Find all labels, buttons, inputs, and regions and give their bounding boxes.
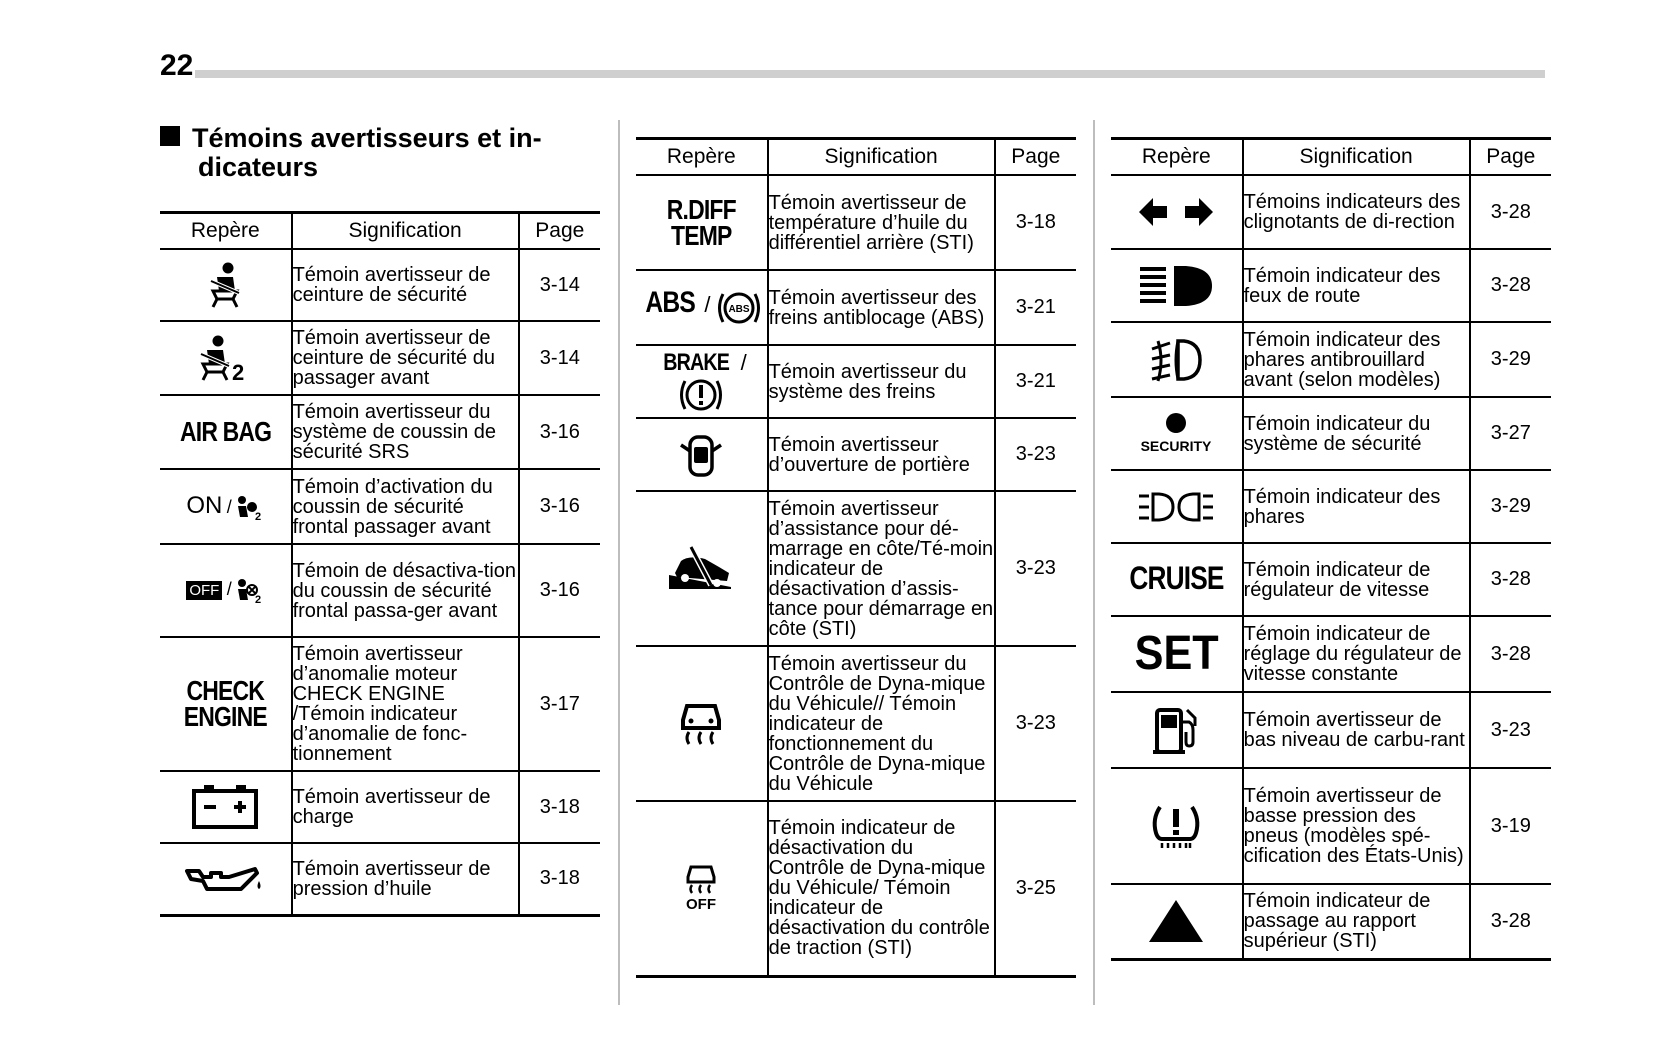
- check-label: CHECK: [186, 675, 265, 706]
- row-page: 3-23: [995, 491, 1076, 646]
- table-row: [1111, 175, 1551, 249]
- header-meaning: Signification: [1243, 139, 1470, 176]
- row-description: Témoin indicateur de régulateur de vitesse: [1243, 543, 1470, 616]
- airbag-on-icon: [160, 469, 292, 544]
- row-description: Témoin avertisseur de bas niveau de carbu-rant: [1243, 692, 1470, 768]
- engine-label: ENGINE: [183, 701, 267, 732]
- row-page: 3-23: [1470, 692, 1551, 768]
- row-page: 3-14: [519, 321, 600, 395]
- row-description: Témoin avertisseur d’anomalie moteur CHECK ENGINE /Témoin indicateur d’anomalie de fonc-tionnement: [292, 637, 519, 771]
- row-description: Témoins indicateurs des clignotants de di-rection: [1243, 175, 1470, 249]
- table-row: [160, 469, 600, 544]
- table-row: [636, 270, 1076, 345]
- header-meaning: Signification: [768, 139, 995, 176]
- on-label: ON: [186, 491, 223, 519]
- table-row: [636, 801, 1076, 976]
- row-page: 3-28: [1470, 175, 1551, 249]
- brake-icon: [636, 345, 768, 418]
- title-line-1: Témoins avertisseurs et in-: [192, 123, 542, 153]
- row-description: Témoin de désactiva-tion du coussin de sécurité frontal passa-ger avant: [292, 544, 519, 637]
- table-row: [1111, 692, 1551, 768]
- table-row: [636, 345, 1076, 418]
- table-row: [160, 321, 600, 395]
- indicator-table-3: [1111, 137, 1551, 961]
- row-page: 3-28: [1470, 543, 1551, 616]
- svg-text:OFF: OFF: [686, 896, 717, 914]
- brake-label: BRAKE: [663, 348, 729, 376]
- table-row: [636, 418, 1076, 491]
- row-description: Témoin indicateur de passage au rapport supérieur (STI): [1243, 884, 1470, 959]
- row-page: 3-28: [1470, 616, 1551, 692]
- row-page: 3-21: [995, 270, 1076, 345]
- turn-signal-icon: [1137, 195, 1215, 229]
- fuel-icon: [1151, 704, 1201, 756]
- row-description: Témoin avertisseur des freins antiblocage (ABS): [768, 270, 995, 345]
- off-badge: OFF: [186, 581, 222, 600]
- row-page: 3-27: [1470, 397, 1551, 470]
- abs-icon: [636, 270, 768, 345]
- row-page: 3-18: [519, 771, 600, 843]
- page-number: 22: [160, 49, 194, 82]
- row-page: 3-29: [1470, 322, 1551, 397]
- slash-label: /: [704, 291, 711, 317]
- row-description: Témoin avertisseur de pression d’huile: [292, 843, 519, 915]
- slash-label: /: [740, 349, 747, 375]
- table-row: [160, 544, 600, 637]
- header-page: Page: [995, 139, 1076, 176]
- table-row: [1111, 543, 1551, 616]
- row-description: Témoin indicateur des phares: [1243, 470, 1470, 543]
- row-page: 3-19: [1470, 768, 1551, 884]
- row-page: 3-16: [519, 395, 600, 469]
- hill-assist-icon: [667, 545, 735, 593]
- table-row: [1111, 397, 1551, 470]
- slash-label: /: [226, 578, 232, 599]
- row-description: Témoin d’activation du coussin de sécurité frontal passager avant: [292, 469, 519, 544]
- row-description: Témoin avertisseur du système des freins: [768, 345, 995, 418]
- table-row: [1111, 470, 1551, 543]
- rdiff-temp-icon: [636, 175, 768, 270]
- row-description: Témoin indicateur de réglage du régulateur de vitesse constante: [1243, 616, 1470, 692]
- row-description: Témoin avertisseur du système de coussin de sécurité SRS: [292, 395, 519, 469]
- cruise-set-icon: SET: [1134, 627, 1219, 680]
- table-row: [160, 395, 600, 469]
- table-row: [1111, 768, 1551, 884]
- high-beam-icon: [1138, 264, 1214, 308]
- abs-label: ABS: [645, 285, 695, 319]
- tire-pressure-icon: [1148, 801, 1204, 851]
- row-page: 3-18: [519, 843, 600, 915]
- table-row: [160, 771, 600, 843]
- header-mark: Repère: [1111, 139, 1243, 176]
- column-divider: [618, 120, 620, 1005]
- table-row: [160, 637, 600, 771]
- security-icon: [1111, 397, 1243, 470]
- table-row: [160, 249, 600, 321]
- slash-label: /: [226, 496, 232, 517]
- row-page: 3-29: [1470, 470, 1551, 543]
- header-bar: [195, 70, 1545, 78]
- table-row: [636, 491, 1076, 646]
- row-description: Témoin avertisseur d’ouverture de portière: [768, 418, 995, 491]
- vdc-off-icon: [636, 801, 768, 976]
- header-page: Page: [519, 213, 600, 250]
- table-row: [160, 843, 600, 915]
- passenger-seatbelt-icon: [196, 334, 254, 382]
- header-mark: Repère: [160, 213, 292, 250]
- headlight-icon: [1137, 490, 1215, 524]
- airbag-off-icon: [160, 544, 292, 637]
- row-description: Témoin avertisseur de ceinture de sécurité du passager avant: [292, 321, 519, 395]
- row-page: 3-14: [519, 249, 600, 321]
- row-description: Témoin indicateur des phares antibrouillard avant (selon modèles): [1243, 322, 1470, 397]
- svg-text:SECURITY: SECURITY: [1140, 437, 1212, 454]
- passenger-airbag-icon: [236, 495, 264, 521]
- row-description: Témoin avertisseur du Contrôle de Dyna-mique du Véhicule// Témoin indicateur de fonctionnement du Contrôle de Dyna-mique du Véhicule: [768, 646, 995, 801]
- row-page: 3-25: [995, 801, 1076, 976]
- title-line-2: dicateurs: [198, 152, 319, 182]
- indicator-table-1: [160, 211, 600, 917]
- svg-text:2: 2: [232, 360, 245, 382]
- vdc-icon: [679, 700, 723, 748]
- svg-text:2: 2: [255, 511, 262, 522]
- door-open-icon: [677, 431, 725, 479]
- battery-icon: [190, 783, 260, 831]
- upshift-icon: [1147, 898, 1205, 944]
- rdiff-label: R.DIFF: [666, 193, 736, 225]
- row-page: 3-18: [995, 175, 1076, 270]
- row-description: Témoin avertisseur de ceinture de sécurité: [292, 249, 519, 321]
- fog-light-icon: [1148, 337, 1204, 383]
- seatbelt-icon: [203, 261, 247, 309]
- row-description: Témoin indicateur de désactivation du Contrôle de Dyna-mique du Véhicule/ Témoin indicateur de désactivation du contrôle de traction (STI): [768, 801, 995, 976]
- svg-text:2: 2: [255, 593, 262, 604]
- row-page: 3-23: [995, 646, 1076, 801]
- row-description: Témoin avertisseur de charge: [292, 771, 519, 843]
- row-description: Témoin indicateur du système de sécurité: [1243, 397, 1470, 470]
- brake-circle-icon: [677, 376, 725, 414]
- table-row: [1111, 884, 1551, 959]
- section-title: [160, 124, 590, 182]
- row-page: 3-23: [995, 418, 1076, 491]
- svg-text:ABS: ABS: [728, 303, 750, 315]
- airbag-icon: AIR BAG: [179, 415, 271, 447]
- row-page: 3-16: [519, 544, 600, 637]
- row-page: 3-16: [519, 469, 600, 544]
- row-description: Témoin avertisseur de basse pression des pneus (modèles spé-cification des États-Unis): [1243, 768, 1470, 884]
- header-meaning: Signification: [292, 213, 519, 250]
- check-engine-icon: [160, 637, 292, 771]
- row-page: 3-28: [1470, 884, 1551, 959]
- table-row: [636, 646, 1076, 801]
- column-divider: [1093, 120, 1095, 1005]
- oil-can-icon: [185, 859, 265, 899]
- cruise-icon: CRUISE: [1129, 560, 1224, 596]
- indicator-table-2: [636, 137, 1076, 978]
- section-square-icon: [160, 126, 180, 146]
- row-description: Témoin indicateur des feux de route: [1243, 249, 1470, 322]
- row-page: 3-17: [519, 637, 600, 771]
- row-description: Témoin avertisseur de température d’huile du différentiel arrière (STI): [768, 175, 995, 270]
- row-description: Témoin avertisseur d’assistance pour dé-marrage en côte/Té-moin indicateur de désactivation d’assis-tance pour démarrage en côte (STI): [768, 491, 995, 646]
- header-page: Page: [1470, 139, 1551, 176]
- temp-label: TEMP: [671, 219, 732, 251]
- table-row: [1111, 249, 1551, 322]
- table-row: [636, 175, 1076, 270]
- table-row: [1111, 616, 1551, 692]
- passenger-airbag-off-icon: [236, 578, 264, 604]
- row-page: 3-21: [995, 345, 1076, 418]
- abs-circle-icon: [715, 289, 763, 327]
- header-mark: Repère: [636, 139, 768, 176]
- table-row: [1111, 322, 1551, 397]
- row-page: 3-28: [1470, 249, 1551, 322]
